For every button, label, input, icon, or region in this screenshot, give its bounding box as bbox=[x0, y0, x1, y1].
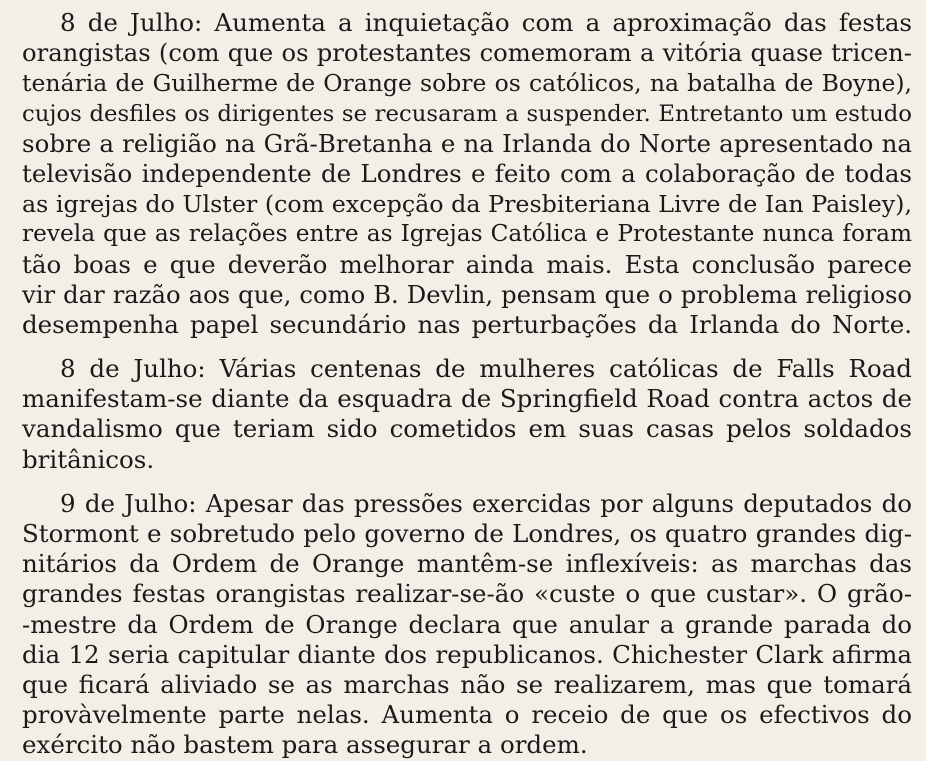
text-line: desempenha papel secundário nas perturbações da Irlanda do Norte. bbox=[22, 309, 912, 339]
text-line: dia 12 seria capitular diante dos republicanos. Chichester Clark afirma bbox=[22, 639, 912, 669]
text-line: Stormont e sobretudo pelo governo de Londres, os quatro grandes dig- bbox=[22, 519, 912, 548]
text-line: sobre a religião na Grã-Bretanha e na Irlanda do Norte apresentado na bbox=[22, 128, 912, 158]
text-line: revela que as relações entre as Igrejas Católica e Protestante nunca foram bbox=[22, 220, 912, 248]
text-line: grandes festas orangistas realizar-se-ão «custe o que custar». O grão- bbox=[22, 579, 912, 609]
text-line: exército não bastem para assegurar a ordem. bbox=[22, 730, 588, 760]
text-line: nitários da Ordem de Orange mantêm-se inflexíveis: as marchas das bbox=[22, 549, 912, 579]
text-line: televisão independente de Londres e feito com a colaboração de todas bbox=[22, 158, 912, 188]
text-line: que ficará aliviado se as marchas não se realizarem, mas que tomará bbox=[22, 669, 912, 699]
text-line: -mestre da Ordem de Orange declara que anular a grande parada do bbox=[22, 609, 912, 639]
text-line: as igrejas do Ulster (com excepção da Presbiteriana Livre de Ian Paisley), bbox=[22, 190, 912, 219]
text-line: tão boas e que deverão melhorar ainda mais. Esta conclusão parece bbox=[22, 249, 912, 279]
paragraph-july-8-women bbox=[22, 354, 912, 475]
text-line: cujos desfiles os dirigentes se recusaram a suspender. Entretanto um estudo bbox=[22, 100, 912, 127]
text-line: 8 de Julho: Várias centenas de mulheres católicas de Falls Road bbox=[60, 354, 912, 384]
text-line: britânicos. bbox=[22, 444, 155, 474]
paragraph-july-8-tension bbox=[22, 8, 912, 340]
text-line: vir dar razão aos que, como B. Devlin, pensam que o problema religioso bbox=[22, 279, 912, 309]
text-line: tenária de Guilherme de Orange sobre os católicos, na batalha de Boyne), bbox=[22, 69, 912, 98]
text-line: 9 de Julho: Apesar das pressões exercidas por alguns deputados do bbox=[60, 488, 912, 518]
paragraph-july-9-orange bbox=[22, 489, 912, 761]
text-line: orangistas (com que os protestantes comemoram a vitória quase tricen- bbox=[22, 38, 912, 68]
text-line: 8 de Julho: Aumenta a inquietação com a aproximação das festas bbox=[60, 8, 912, 37]
text-line: provàvelmente parte nelas. Aumenta o receio de que os efectivos do bbox=[22, 700, 912, 730]
text-line: manifestam-se diante da esquadra de Springfield Road contra actos de bbox=[22, 384, 912, 414]
text-line: vandalismo que teriam sido cometidos em suas casas pelos soldados bbox=[22, 414, 912, 444]
